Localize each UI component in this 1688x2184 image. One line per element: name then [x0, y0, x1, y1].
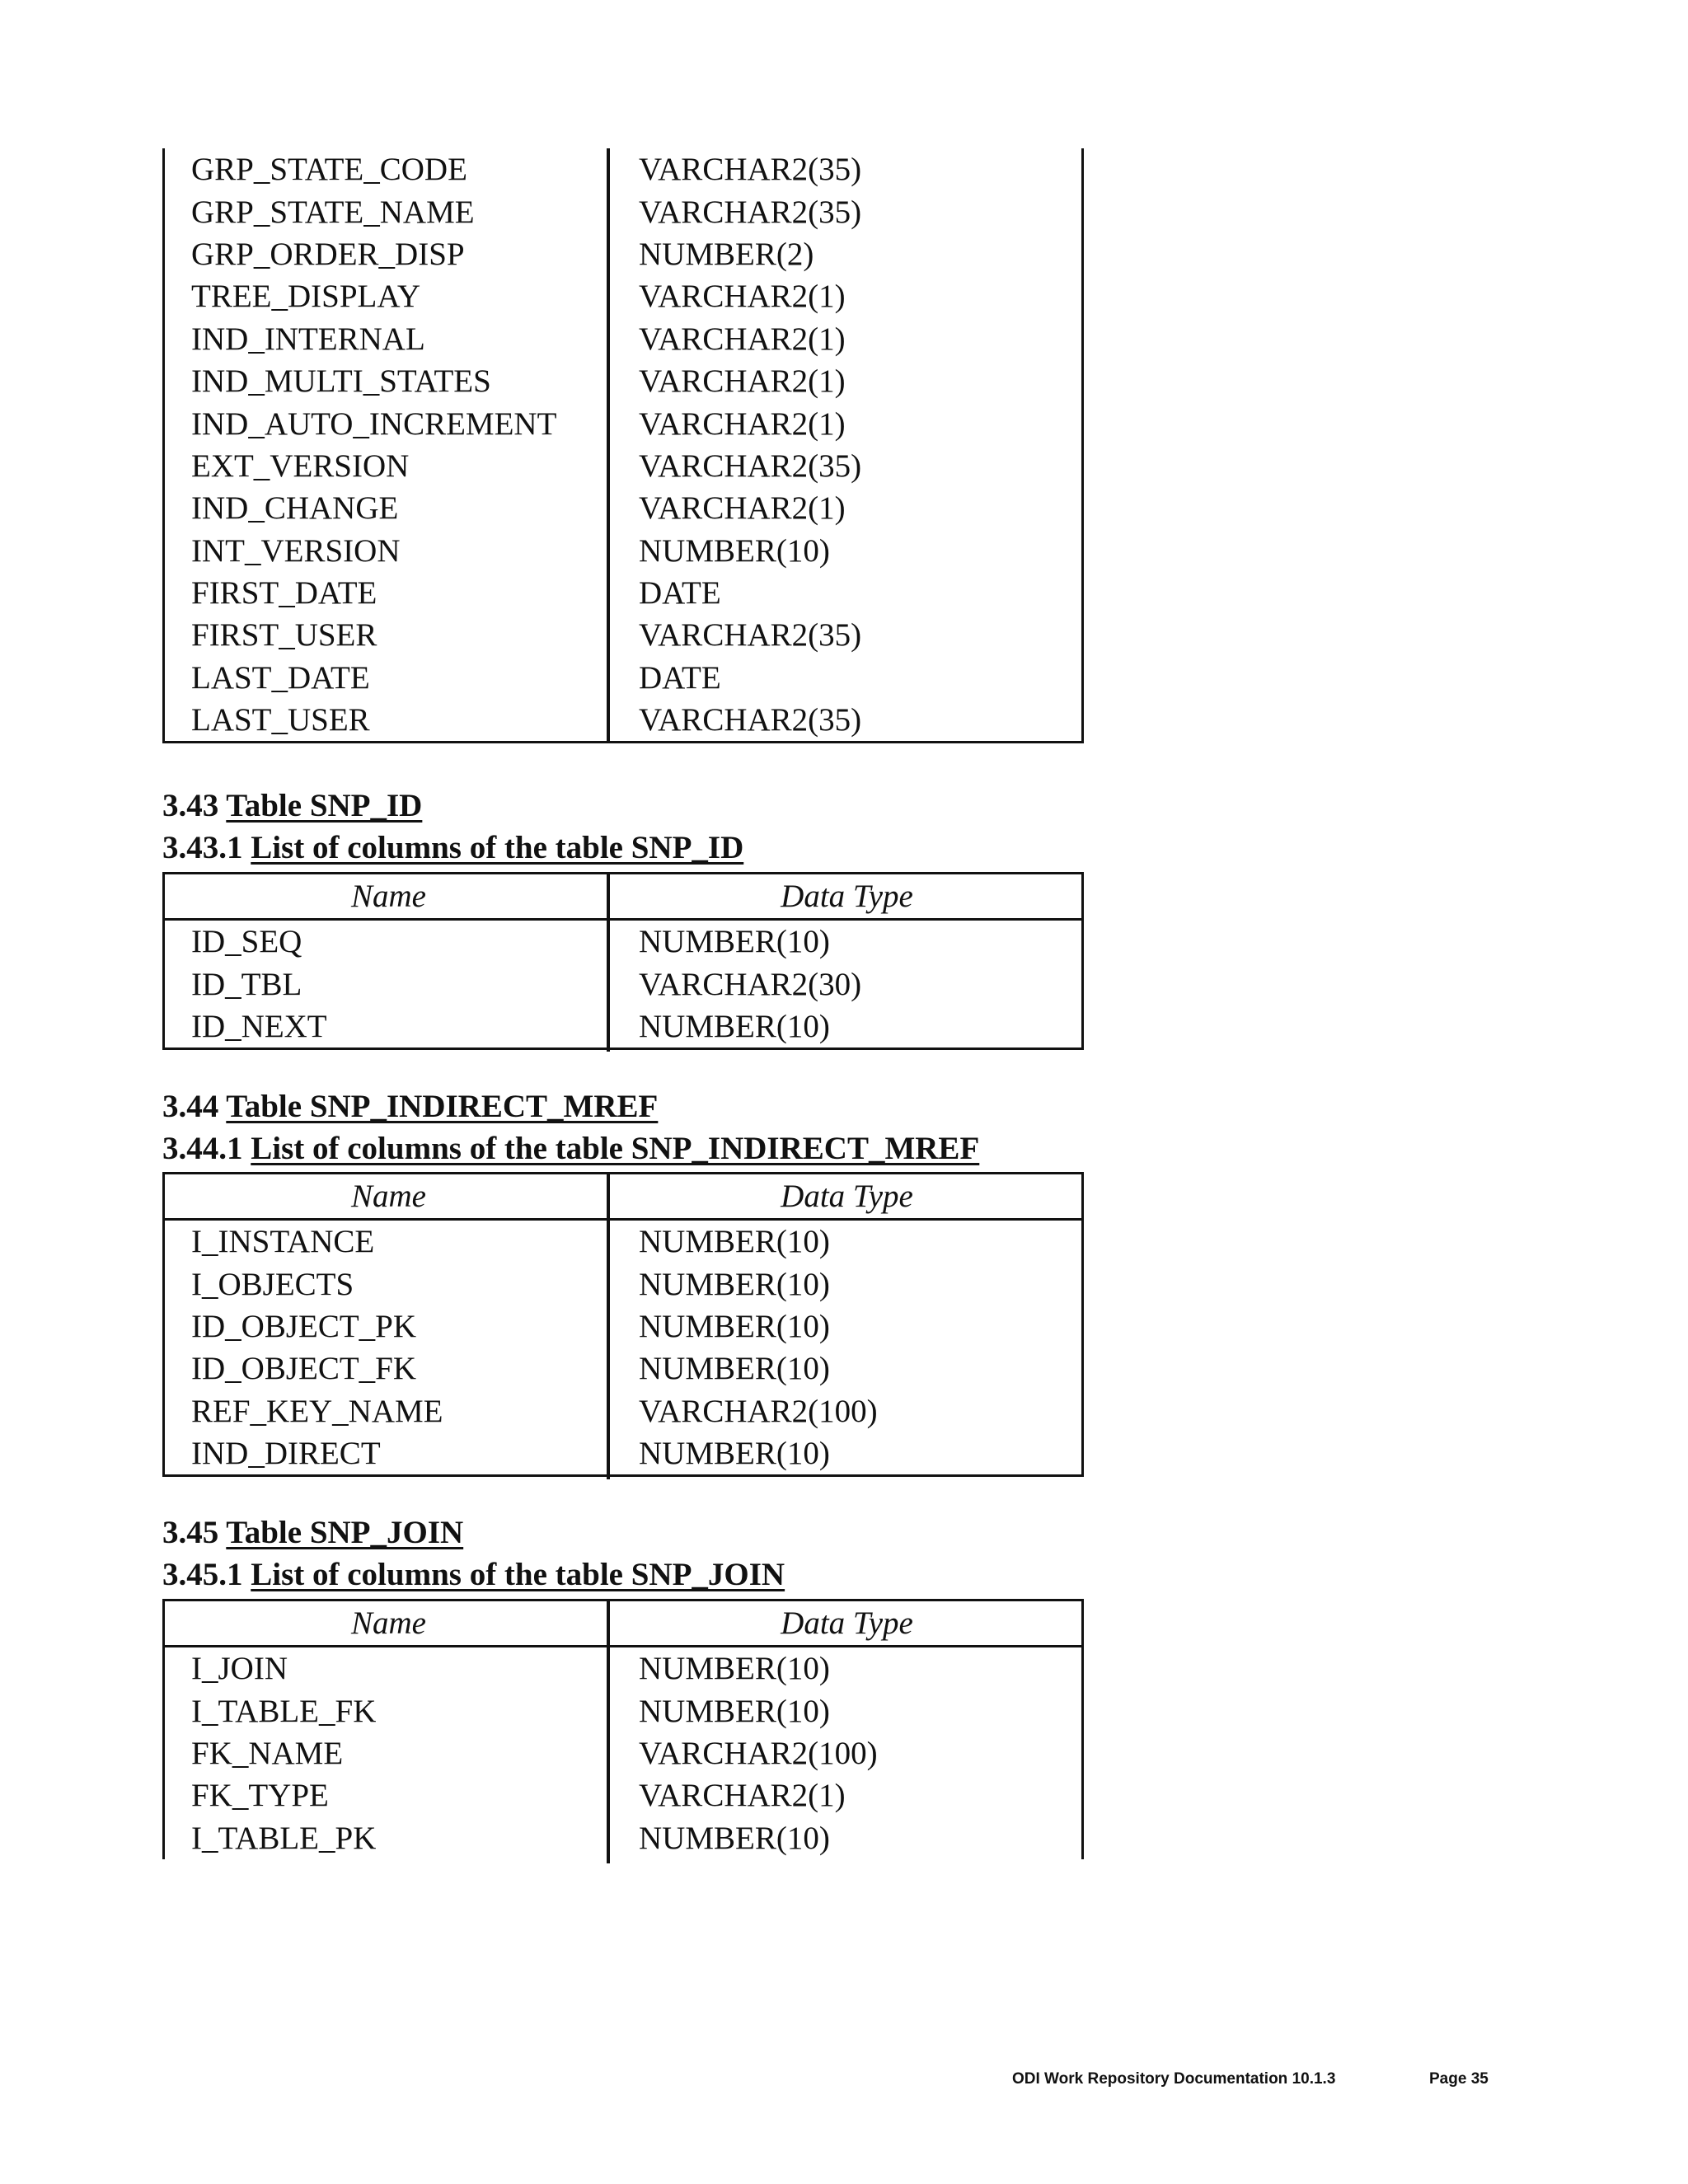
section-number: 3.45	[162, 1515, 219, 1550]
column-type: NUMBER(2)	[639, 236, 814, 272]
column-name: ID_SEQ	[191, 924, 302, 960]
table-row	[165, 1005, 1081, 1047]
subsection-title-link[interactable]: List of columns of the table SNP_JOIN	[251, 1557, 785, 1592]
column-name: IND_AUTO_INCREMENT	[191, 405, 557, 442]
column-type: NUMBER(10)	[639, 1266, 830, 1302]
column-type: VARCHAR2(1)	[639, 1778, 846, 1814]
column-name: FK_NAME	[191, 1735, 344, 1771]
header-name: Name	[351, 1605, 426, 1641]
rows	[165, 148, 1081, 741]
header-data-type: Data Type	[781, 879, 913, 914]
column-name: IND_MULTI_STATES	[191, 363, 491, 400]
table-header	[165, 1601, 1081, 1647]
column-type: VARCHAR2(100)	[639, 1735, 878, 1771]
subsection-number: 3.44.1	[162, 1131, 243, 1166]
column-type: NUMBER(10)	[639, 1820, 830, 1856]
table-row	[165, 190, 1081, 232]
subsection-number: 3.43.1	[162, 830, 243, 865]
column-name: GRP_ORDER_DISP	[191, 236, 465, 272]
section-title-link[interactable]: Table SNP_JOIN	[226, 1515, 464, 1550]
table-continued	[162, 148, 1084, 743]
column-divider	[607, 874, 610, 1052]
column-type: NUMBER(10)	[639, 1308, 830, 1344]
column-type: VARCHAR2(30)	[639, 966, 862, 1002]
column-name: I_OBJECTS	[191, 1266, 354, 1302]
column-name: FK_TYPE	[191, 1778, 329, 1814]
column-name: I_TABLE_PK	[191, 1820, 377, 1856]
section-heading	[162, 787, 422, 824]
column-type: DATE	[639, 575, 721, 612]
table-row	[165, 1347, 1081, 1390]
table-snp-id	[162, 872, 1084, 1050]
column-type: VARCHAR2(1)	[639, 363, 846, 400]
subsection-heading	[162, 829, 743, 866]
header-name: Name	[351, 1179, 426, 1214]
column-name: I_JOIN	[191, 1651, 288, 1687]
subsection-title-link[interactable]: List of columns of the table SNP_INDIRECT_MREF	[251, 1131, 980, 1166]
column-type: DATE	[639, 659, 721, 696]
table-row	[165, 1432, 1081, 1474]
column-name: I_INSTANCE	[191, 1224, 375, 1260]
table-row	[165, 1647, 1081, 1690]
column-type: VARCHAR2(100)	[639, 1393, 878, 1429]
table-row	[165, 1390, 1081, 1432]
section-number: 3.43	[162, 788, 219, 823]
column-name: ID_OBJECT_PK	[191, 1308, 417, 1344]
table-row	[165, 275, 1081, 317]
column-name: IND_INTERNAL	[191, 321, 425, 357]
column-type: NUMBER(10)	[639, 1351, 830, 1387]
column-divider	[607, 1174, 610, 1479]
column-type: VARCHAR2(1)	[639, 279, 846, 315]
column-name: GRP_STATE_NAME	[191, 194, 475, 230]
column-type: VARCHAR2(35)	[639, 194, 862, 230]
column-name: REF_KEY_NAME	[191, 1393, 443, 1429]
column-type: NUMBER(10)	[639, 924, 830, 960]
column-type: VARCHAR2(1)	[639, 490, 846, 527]
table-row	[165, 445, 1081, 487]
column-name: FIRST_DATE	[191, 575, 377, 612]
table-row	[165, 1221, 1081, 1263]
footer-doc-title: ODI Work Repository Documentation 10.1.3	[1012, 2070, 1336, 2088]
subsection-heading	[162, 1130, 979, 1167]
footer-page-number: Page 35	[1429, 2070, 1489, 2088]
table-row	[165, 921, 1081, 963]
column-type: VARCHAR2(35)	[639, 152, 862, 188]
column-type: NUMBER(10)	[639, 1436, 830, 1472]
table-row	[165, 1305, 1081, 1347]
section-heading	[162, 1514, 463, 1551]
column-type: VARCHAR2(1)	[639, 405, 846, 442]
column-name: I_TABLE_FK	[191, 1693, 377, 1729]
table-row	[165, 614, 1081, 656]
column-type: NUMBER(10)	[639, 1008, 830, 1044]
section-number: 3.44	[162, 1089, 219, 1124]
table-row	[165, 1774, 1081, 1816]
table-row	[165, 402, 1081, 444]
column-divider	[607, 1601, 610, 1863]
section-heading	[162, 1088, 658, 1125]
column-type: VARCHAR2(1)	[639, 321, 846, 357]
table-row	[165, 1817, 1081, 1859]
header-data-type: Data Type	[781, 1179, 913, 1214]
column-name: GRP_STATE_CODE	[191, 152, 467, 188]
column-name: EXT_VERSION	[191, 448, 410, 484]
table-row	[165, 148, 1081, 190]
column-type: VARCHAR2(35)	[639, 448, 862, 484]
column-name: ID_OBJECT_FK	[191, 1351, 417, 1387]
column-name: ID_TBL	[191, 966, 302, 1002]
section-title-link[interactable]: Table SNP_INDIRECT_MREF	[226, 1089, 659, 1124]
table-row	[165, 1690, 1081, 1732]
column-name: LAST_USER	[191, 702, 370, 738]
table-row	[165, 1732, 1081, 1774]
subsection-heading	[162, 1556, 785, 1593]
table-snp-indirect-mref	[162, 1172, 1084, 1477]
table-row	[165, 487, 1081, 529]
column-name: LAST_DATE	[191, 659, 370, 696]
table-row	[165, 318, 1081, 360]
column-type: NUMBER(10)	[639, 1224, 830, 1260]
column-type: NUMBER(10)	[639, 1651, 830, 1687]
column-name: TREE_DISPLAY	[191, 279, 421, 315]
column-divider	[607, 148, 610, 742]
table-header	[165, 1174, 1081, 1221]
column-name: IND_CHANGE	[191, 490, 399, 527]
table-row	[165, 530, 1081, 572]
table-snp-join	[162, 1599, 1084, 1859]
subsection-title-link[interactable]: List of columns of the table SNP_ID	[251, 830, 744, 865]
table-row	[165, 963, 1081, 1005]
subsection-number: 3.45.1	[162, 1557, 243, 1592]
column-type: VARCHAR2(35)	[639, 702, 862, 738]
header-data-type: Data Type	[781, 1605, 913, 1641]
table-row	[165, 699, 1081, 741]
table-header	[165, 874, 1081, 921]
column-type: VARCHAR2(35)	[639, 617, 862, 654]
column-name: ID_NEXT	[191, 1008, 327, 1044]
column-name: INT_VERSION	[191, 532, 401, 569]
table-row	[165, 657, 1081, 699]
table-row	[165, 572, 1081, 614]
column-type: NUMBER(10)	[639, 1693, 830, 1729]
section-title-link[interactable]: Table SNP_ID	[226, 788, 423, 823]
header-name: Name	[351, 879, 426, 914]
column-type: NUMBER(10)	[639, 532, 830, 569]
table-row	[165, 1263, 1081, 1305]
table-row	[165, 360, 1081, 402]
column-name: IND_DIRECT	[191, 1436, 381, 1472]
table-row	[165, 233, 1081, 275]
column-name: FIRST_USER	[191, 617, 377, 654]
